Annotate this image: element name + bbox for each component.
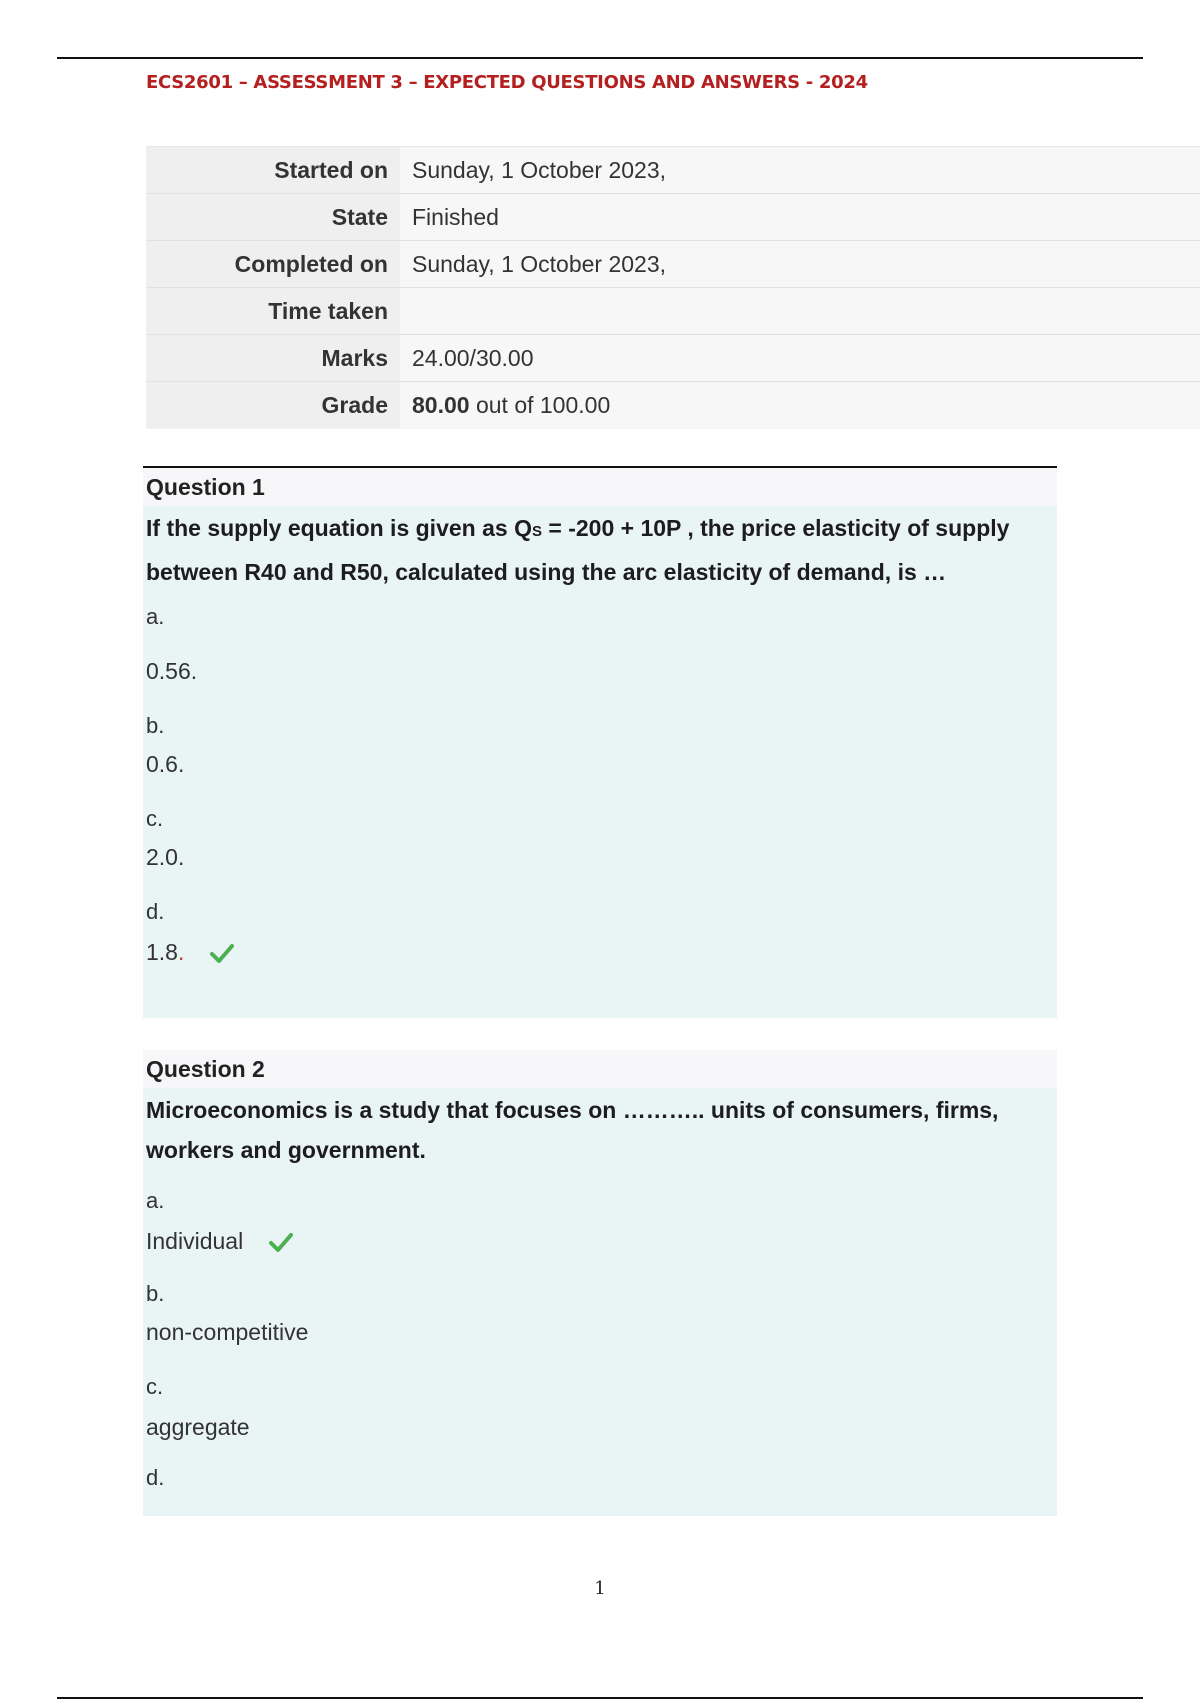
question-heading: Question 1: [143, 466, 1057, 506]
option-b[interactable]: 0.6.: [146, 751, 185, 777]
document-title: ECS2601 – ASSESSMENT 3 – EXPECTED QUESTIONS AND ANSWERS - 2024: [146, 72, 868, 93]
summary-row-grade: [146, 382, 1200, 429]
grade-score: 80.00: [412, 391, 470, 418]
question-text: If the supply equation is given as QS = -200 + 10P , the price elasticity of supply between R40 and R50, calculated using the arc elasticity of demand, is …: [146, 515, 1010, 585]
option-c[interactable]: 2.0.: [146, 844, 185, 870]
subscript: S: [531, 523, 542, 540]
option-d[interactable]: [146, 939, 1054, 966]
summary-value: Sunday, 1 October 2023,: [400, 241, 1200, 288]
check-icon: [269, 1231, 293, 1253]
summary-label: Started on: [146, 147, 400, 194]
summary-row-started: [146, 147, 1200, 194]
summary-label: Grade: [146, 382, 400, 429]
option-c[interactable]: aggregate: [146, 1414, 250, 1440]
summary-label: Marks: [146, 335, 400, 382]
option-a[interactable]: 0.56.: [146, 658, 198, 684]
summary-label: State: [146, 194, 400, 241]
summary-row-time-taken: [146, 288, 1200, 335]
option-letter-c: c.: [146, 806, 164, 831]
summary-value: Sunday, 1 October 2023,: [400, 147, 1200, 194]
question-text: Microeconomics is a study that focuses on ……….. units of consumers, firms, workers and government.: [146, 1097, 999, 1163]
summary-value: Finished: [400, 194, 1200, 241]
check-icon: [210, 942, 234, 964]
attempt-summary-table: [146, 146, 1200, 429]
bottom-rule: [57, 1697, 1143, 1699]
option-letter-d: d.: [146, 899, 165, 924]
summary-row-completed: [146, 241, 1200, 288]
option-d-suffix: .: [177, 939, 185, 965]
option-a[interactable]: [146, 1228, 1054, 1255]
option-letter-a: a.: [146, 1188, 165, 1213]
question-body: [143, 1088, 1057, 1516]
option-b[interactable]: non-competitive: [146, 1319, 309, 1345]
summary-row-marks: [146, 335, 1200, 382]
question-body: [143, 506, 1057, 1018]
summary-value: 24.00/30.00: [400, 335, 1200, 382]
summary-value: [400, 382, 1200, 429]
option-letter-d: d.: [146, 1465, 165, 1490]
summary-value: [400, 288, 1200, 335]
option-letter-c: c.: [146, 1374, 164, 1399]
summary-row-state: [146, 194, 1200, 241]
question-1: [143, 466, 1057, 1018]
option-letter-b: b.: [146, 713, 165, 738]
option-letter-b: b.: [146, 1281, 165, 1306]
summary-label: Time taken: [146, 288, 400, 335]
option-d-text: 1.8: [146, 939, 178, 965]
question-heading: Question 2: [143, 1050, 1057, 1088]
option-a-text: Individual: [146, 1228, 244, 1254]
option-letter-a: a.: [146, 604, 165, 629]
top-rule: [57, 57, 1143, 59]
page-number: 1: [594, 1578, 606, 1599]
grade-out-of: out of 100.00: [469, 391, 611, 418]
question-2: [143, 1050, 1057, 1516]
summary-label: Completed on: [146, 241, 400, 288]
